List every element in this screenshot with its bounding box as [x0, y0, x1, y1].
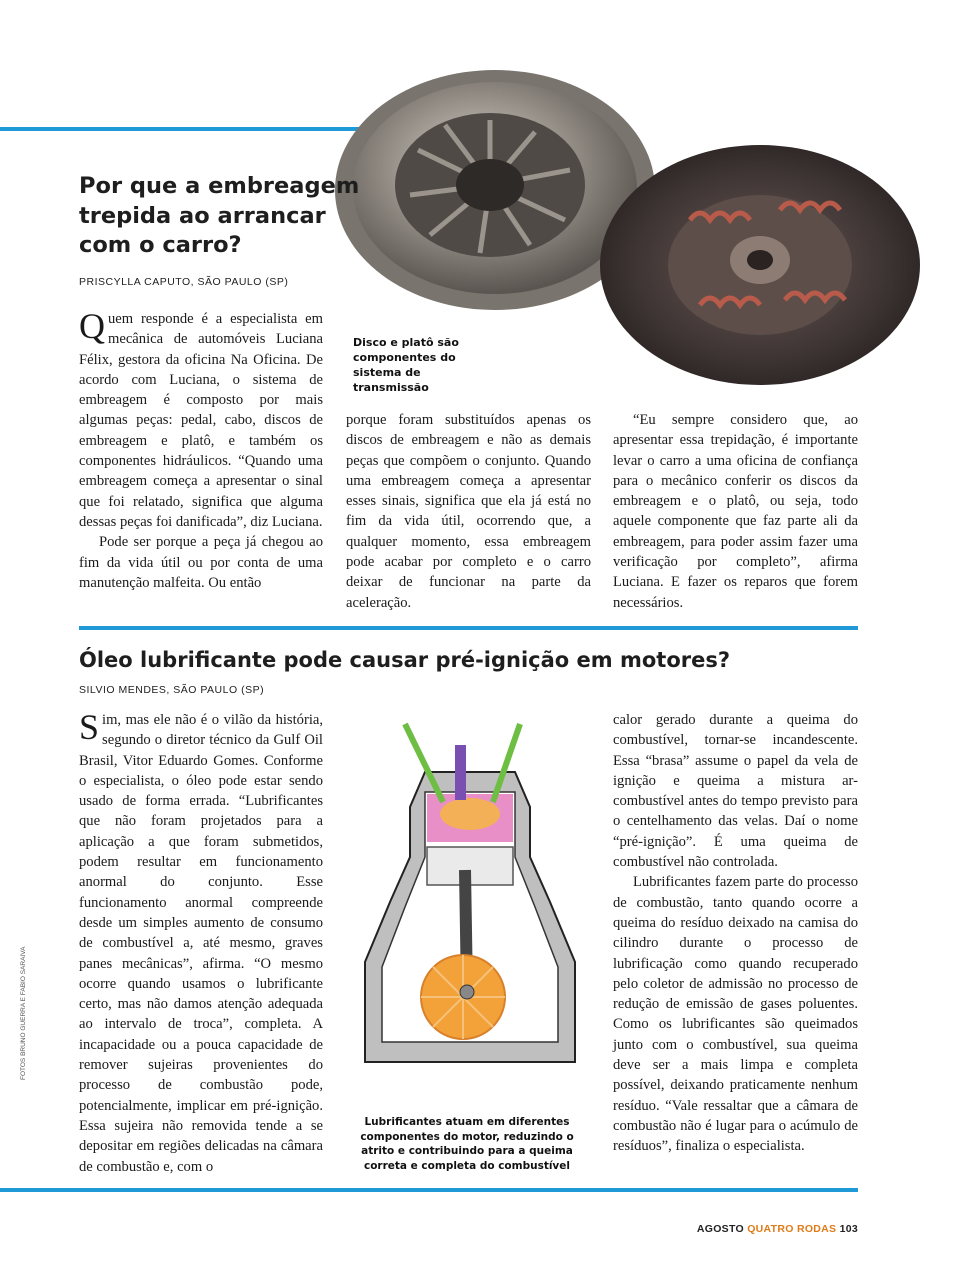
- article2-byline: SILVIO MENDES, SÃO PAULO (SP): [79, 684, 265, 696]
- footer-page-number: 103: [839, 1223, 858, 1235]
- article1-column1: [79, 306, 323, 593]
- article2-col3-paragraph2: Lubrificantes fazem parte do processo de combustão, tanto quando ocorre a queima do resíduo deixado na camisa do cilindro durante o processo de lubrificação como quando recuperado pelo coletor de admissão no processo de redução de emissão de gases poluentes. Como os lubrificantes são queimados junto com o combustível, sua queima deve ser a mais limpa e completa possível, deixando praticamente nenhum resíduo. “Vale ressaltar que a câmara de combustão não é lugar para o acúmulo de resíduos”, finaliza o especialista.: [613, 874, 858, 1155]
- clutch-disc: [600, 145, 920, 385]
- article1-title-line2: trepida ao arrancar: [79, 202, 326, 229]
- page-footer: [697, 1223, 858, 1235]
- article1-title-line1: Por que a embreagem: [79, 173, 360, 199]
- article1-title: [79, 172, 359, 261]
- article2-dropcap: S: [79, 707, 100, 747]
- article2-column3: [613, 710, 858, 1157]
- photo-credit: FOTOS BRUNO GUERRA E FABIO SARAIVA: [20, 946, 27, 1080]
- bottom-rule: [0, 1188, 858, 1192]
- article2-column1: [79, 707, 323, 1177]
- article1-caption: Disco e platô são componentes do sistema de transmissão: [353, 336, 459, 394]
- footer-month: AGOSTO: [696, 1223, 744, 1235]
- article2-col1-paragraph1: im, mas ele não é o vilão da história, segundo o diretor técnico da Gulf Oil Brasil, Vitor Eduardo Gomes. Conforme o especialista, o óleo pode estar sendo usado de forma errada. “Lubrificantes que não foram projetados para a aplicação a que foram submetidos, podem resultar em funcionamento anormal do conjunto. Esse funcionamento anormal compreende desde um simples aumento de consumo de combustível a, até mesmo, graves panes mecânicas”, afirma. “O mesmo ocorre quando usamos o lubrificante certo, mas não damos atenção adequada ao intervalo de troca”, completa. A incapacidade ou a pouca capacidade de remover sujeiras provenientes do processo de combustão pode, potencialmente, implicar em pré-ignição. Essa sujeira não removida tende a se depositar em regiões delicadas na câmara de combustão e, com o: [79, 712, 323, 1175]
- article1-dropcap: Q: [79, 306, 105, 346]
- article2-col3-paragraph1: calor gerado durante a queima do combustível, tornar-se incandescente. Essa “brasa” assume o papel da vela de ignição e queima a mistura ar-combustível antes do tempo previsto para o centelhamento das velas. Daí o nome “pré-ignição”. É uma queima de combustível não controlada.: [613, 712, 858, 871]
- article1-title-line3: com o carro?: [79, 232, 242, 258]
- article1-col1-paragraph2: Pode ser porque a peça já chegou ao fim da vida útil ou por conta de uma manutenção malfeita. Ou então: [79, 534, 323, 591]
- footer-magazine: QUATRO RODAS: [747, 1223, 837, 1235]
- article1-col2-paragraph1: porque foram substituídos apenas os discos de embreagem e não as demais peças que compõem o conjunto. Quando uma embreagem começa a apresentar esses sinais, significa que ela já está no fim da vida útil, ocorrendo que, a qualquer momento, essa embreagem pode acabar por completo e o carro deixar de funcionar na parte da aceleração.: [346, 412, 591, 611]
- article1-col3-paragraph1: “Eu sempre considero que, ao apresentar essa trepidação, é importante levar o carro a uma oficina de confiança para o mecânico conferir os discos da embreagem e o platô, ou seja, todo aquele componente que faz parte ali da embreagem, para poder assim fazer uma verificação por completo”, afirma Luciana. E fazer os reparos que forem necessários.: [613, 412, 858, 611]
- flame: [440, 798, 500, 830]
- top-rule: [0, 127, 370, 131]
- engine-diagram: [345, 712, 595, 1102]
- article1-byline: PRISCYLLA CAPUTO, SÃO PAULO (SP): [79, 276, 289, 288]
- article1-column3: [613, 410, 858, 613]
- article2-title: Óleo lubrificante pode causar pré-ignição em motores?: [79, 648, 731, 672]
- article2-caption: Lubrificantes atuam em diferentes componentes do motor, reduzindo o atrito e contribuindo para a queima correta e completa do combustível: [360, 1116, 574, 1172]
- middle-rule: [79, 626, 858, 630]
- article1-column2: [346, 410, 591, 613]
- article1-col1-paragraph1: uem responde é a especialista em mecânica de automóveis Luciana Félix, gestora da oficina Na Oficina. De acordo com Luciana, o sistema de embreagem é composto por mais algumas peças: pedal, cabo, discos de embreagem e platô, e também os componentes hidráulicos. “Quando uma embreagem começa a apresentar o sinal que foi relatado, significa que alguma dessas peças foi danificada”, diz Luciana.: [79, 311, 323, 530]
- spark-plug: [455, 745, 466, 800]
